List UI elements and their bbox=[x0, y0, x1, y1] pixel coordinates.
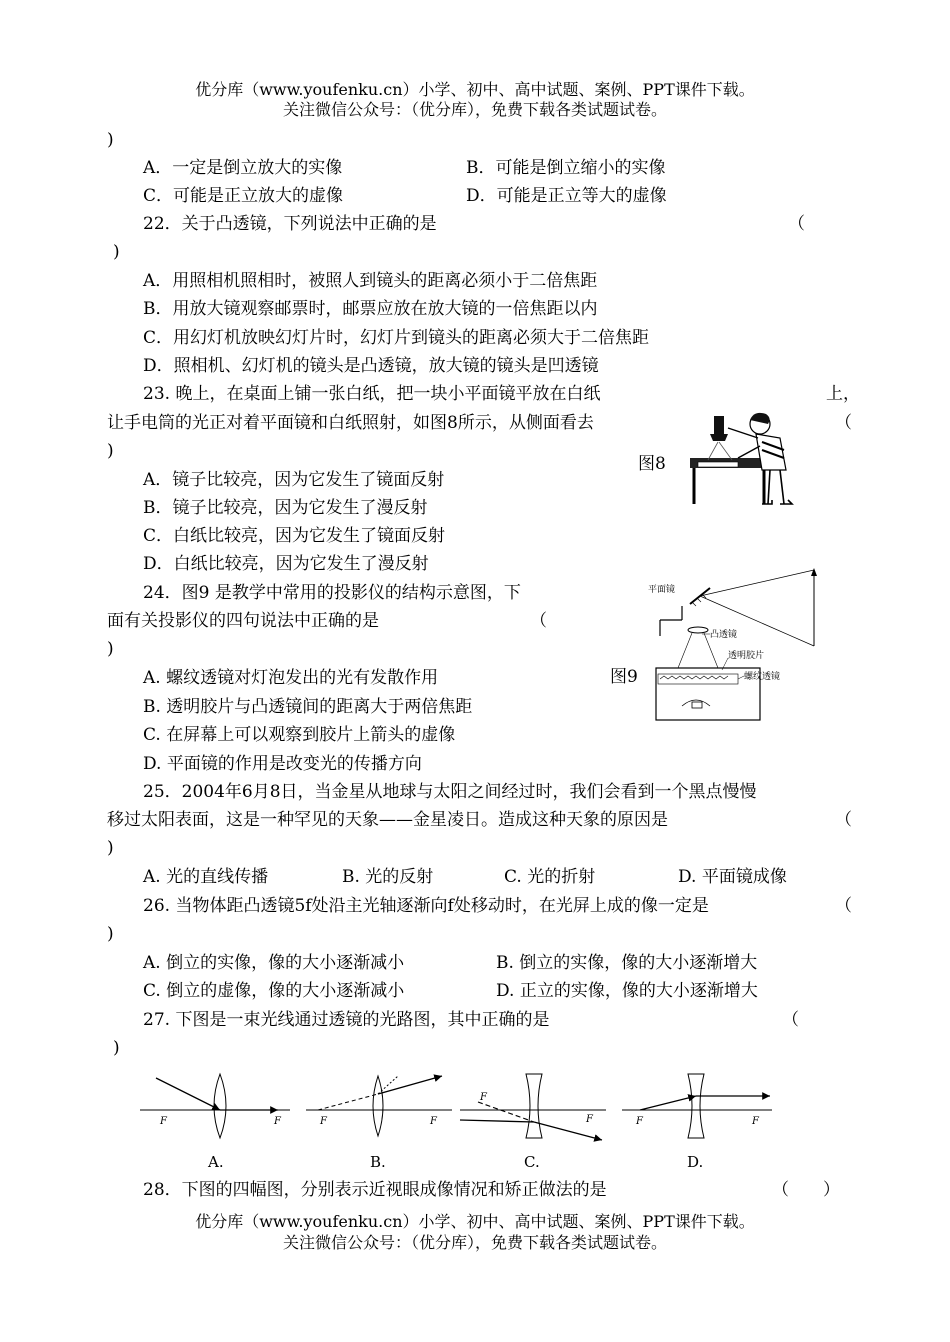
q22-option-a: A．用照相机照相时，被照人到镜头的距离必须小于二倍焦距 bbox=[143, 271, 598, 291]
figure-9-fresnel-label: 螺纹透镜 bbox=[744, 672, 781, 682]
q24-option-b: B. 透明胶片与凸透镜间的距离大于两倍焦距 bbox=[143, 697, 473, 717]
q24-close-paren: ) bbox=[107, 639, 114, 659]
q25-stem-line-2: 移过太阳表面，这是一种罕见的天象——金星凌日。造成这种天象的原因是 bbox=[107, 810, 668, 830]
q23-option-a: A．镜子比较亮，因为它发生了镜面反射 bbox=[143, 470, 445, 490]
q26-option-b: B. 倒立的实像，像的大小逐渐增大 bbox=[496, 953, 758, 973]
q21-option-b: B．可能是倒立缩小的实像 bbox=[466, 158, 666, 178]
q26-stem: 26. 当物体距凸透镜5f处沿主光轴逐渐向f处移动时，在光屏上成的像一定是 bbox=[143, 896, 709, 916]
q25-stem-line-1: 25．2004年6月8日，当金星从地球与太阳之间经过时，我们会看到一个黑点慢慢 bbox=[143, 782, 757, 802]
q26-option-d: D. 正立的实像，像的大小逐渐增大 bbox=[496, 981, 758, 1001]
q27-open-paren: （ bbox=[782, 1010, 799, 1030]
q22-close-paren: ) bbox=[113, 242, 120, 262]
q27-diagram-a bbox=[140, 1074, 290, 1138]
q24-stem-line-1: 24．图9 是教学中常用的投影仪的结构示意图，下 bbox=[143, 583, 521, 603]
q21-option-d: D．可能是正立等大的虚像 bbox=[466, 186, 667, 206]
q24-option-d: D. 平面镜的作用是改变光的传播方向 bbox=[143, 754, 422, 774]
q27-d-focus-left: F bbox=[636, 1116, 643, 1127]
q23-stem-line-1-end: 上， bbox=[826, 384, 860, 404]
q27-a-focus-right: F bbox=[274, 1116, 281, 1127]
q25-option-d: D. 平面镜成像 bbox=[678, 867, 787, 887]
q24-stem-line-2: 面有关投影仪的四句说法中正确的是 bbox=[107, 611, 379, 631]
q27-label-c: C. bbox=[524, 1153, 540, 1171]
q23-close-paren: ) bbox=[107, 441, 114, 461]
q27-diagram-b bbox=[306, 1076, 452, 1136]
q22-option-d: D．照相机、幻灯机的镜头是凸透镜，放大镜的镜头是凹透镜 bbox=[143, 356, 599, 376]
q27-c-focus-right: F bbox=[586, 1114, 593, 1125]
q26-option-a: A. 倒立的实像，像的大小逐渐减小 bbox=[143, 953, 405, 973]
q27-a-focus-left: F bbox=[160, 1116, 167, 1127]
q23-option-c: C．白纸比较亮，因为它发生了镜面反射 bbox=[143, 526, 446, 546]
q25-option-b: B. 光的反射 bbox=[342, 867, 434, 887]
q24-open-paren: （ bbox=[530, 611, 547, 631]
q23-option-b: B．镜子比较亮，因为它发生了漫反射 bbox=[143, 498, 428, 518]
q23-open-paren: （ bbox=[835, 413, 852, 433]
q27-label-a: A. bbox=[208, 1153, 224, 1171]
q24-option-c: C. 在屏幕上可以观察到胶片上箭头的虚像 bbox=[143, 725, 456, 745]
q27-b-focus-right: F bbox=[430, 1116, 437, 1127]
q26-open-paren: （ bbox=[835, 896, 852, 916]
q22-stem: 22．关于凸透镜，下列说法中正确的是 bbox=[143, 214, 437, 234]
q22-option-b: B．用放大镜观察邮票时，邮票应放在放大镜的一倍焦距以内 bbox=[143, 299, 598, 319]
q25-open-paren: （ bbox=[835, 810, 852, 830]
figure-9-label: 图9 bbox=[610, 667, 638, 687]
q24-option-a: A. 螺纹透镜对灯泡发出的光有发散作用 bbox=[143, 668, 439, 688]
q25-close-paren: ) bbox=[107, 838, 114, 858]
q23-stem-line-1: 23. 晚上，在桌面上铺一张白纸，把一块小平面镜平放在白纸 bbox=[143, 384, 601, 404]
q27-d-focus-right: F bbox=[752, 1116, 759, 1127]
figure-9-convex-lens-label: 凸透镜 bbox=[710, 630, 738, 640]
q27-ray-diagrams bbox=[140, 1066, 780, 1146]
q21-option-a: A．一定是倒立放大的实像 bbox=[143, 158, 343, 178]
footer-line-1: 优分库（www.youfenku.cn）小学、初中、高中试题、案例、PPT课件下载。 bbox=[195, 1212, 755, 1231]
q28-stem: 28．下图的四幅图，分别表示近视眼成像情况和矫正做法的是 bbox=[143, 1180, 607, 1200]
q27-diagram-d bbox=[622, 1074, 772, 1138]
q23-stem-line-2: 让手电筒的光正对着平面镜和白纸照射，如图8所示，从侧面看去 bbox=[107, 413, 594, 433]
footer-line-2: 关注微信公众号：（优分库），免费下载各类试题试卷。 bbox=[282, 1233, 667, 1252]
q27-b-focus-left: F bbox=[320, 1116, 327, 1127]
q27-close-paren: ) bbox=[113, 1038, 120, 1058]
figure-9-projector-diagram bbox=[648, 576, 828, 726]
q27-label-d: D. bbox=[687, 1153, 704, 1171]
figure-9-film-label: 透明胶片 bbox=[728, 651, 765, 661]
q27-label-b: B. bbox=[370, 1153, 386, 1171]
q22-option-c: C．用幻灯机放映幻灯片时，幻灯片到镜头的距离必须大于二倍焦距 bbox=[143, 328, 650, 348]
q25-option-c: C. 光的折射 bbox=[504, 867, 596, 887]
q26-close-paren: ) bbox=[107, 924, 114, 944]
q22-open-paren: （ bbox=[788, 214, 805, 234]
q27-stem: 27. 下图是一束光线通过透镜的光路图，其中正确的是 bbox=[143, 1010, 550, 1030]
header-line-2: 关注微信公众号：（优分库），免费下载各类试题试卷。 bbox=[282, 100, 667, 119]
q28-paren: （ ） bbox=[772, 1180, 840, 1200]
q25-option-a: A. 光的直线传播 bbox=[143, 867, 269, 887]
q26-option-c: C. 倒立的虚像，像的大小逐渐减小 bbox=[143, 981, 405, 1001]
q21-option-c: C．可能是正立放大的虚像 bbox=[143, 186, 344, 206]
q27-diagram-c bbox=[460, 1074, 606, 1140]
figure-8-illustration bbox=[688, 408, 808, 508]
q23-option-d: D．白纸比较亮，因为它发生了漫反射 bbox=[143, 554, 429, 574]
header-line-1: 优分库（www.youfenku.cn）小学、初中、高中试题、案例、PPT课件下载。 bbox=[195, 80, 755, 99]
q27-c-focus-left: F bbox=[480, 1092, 487, 1103]
figure-8-label: 图8 bbox=[638, 454, 666, 474]
figure-9-mirror-label: 平面镜 bbox=[648, 585, 676, 595]
q21-close-paren: ) bbox=[107, 130, 114, 150]
